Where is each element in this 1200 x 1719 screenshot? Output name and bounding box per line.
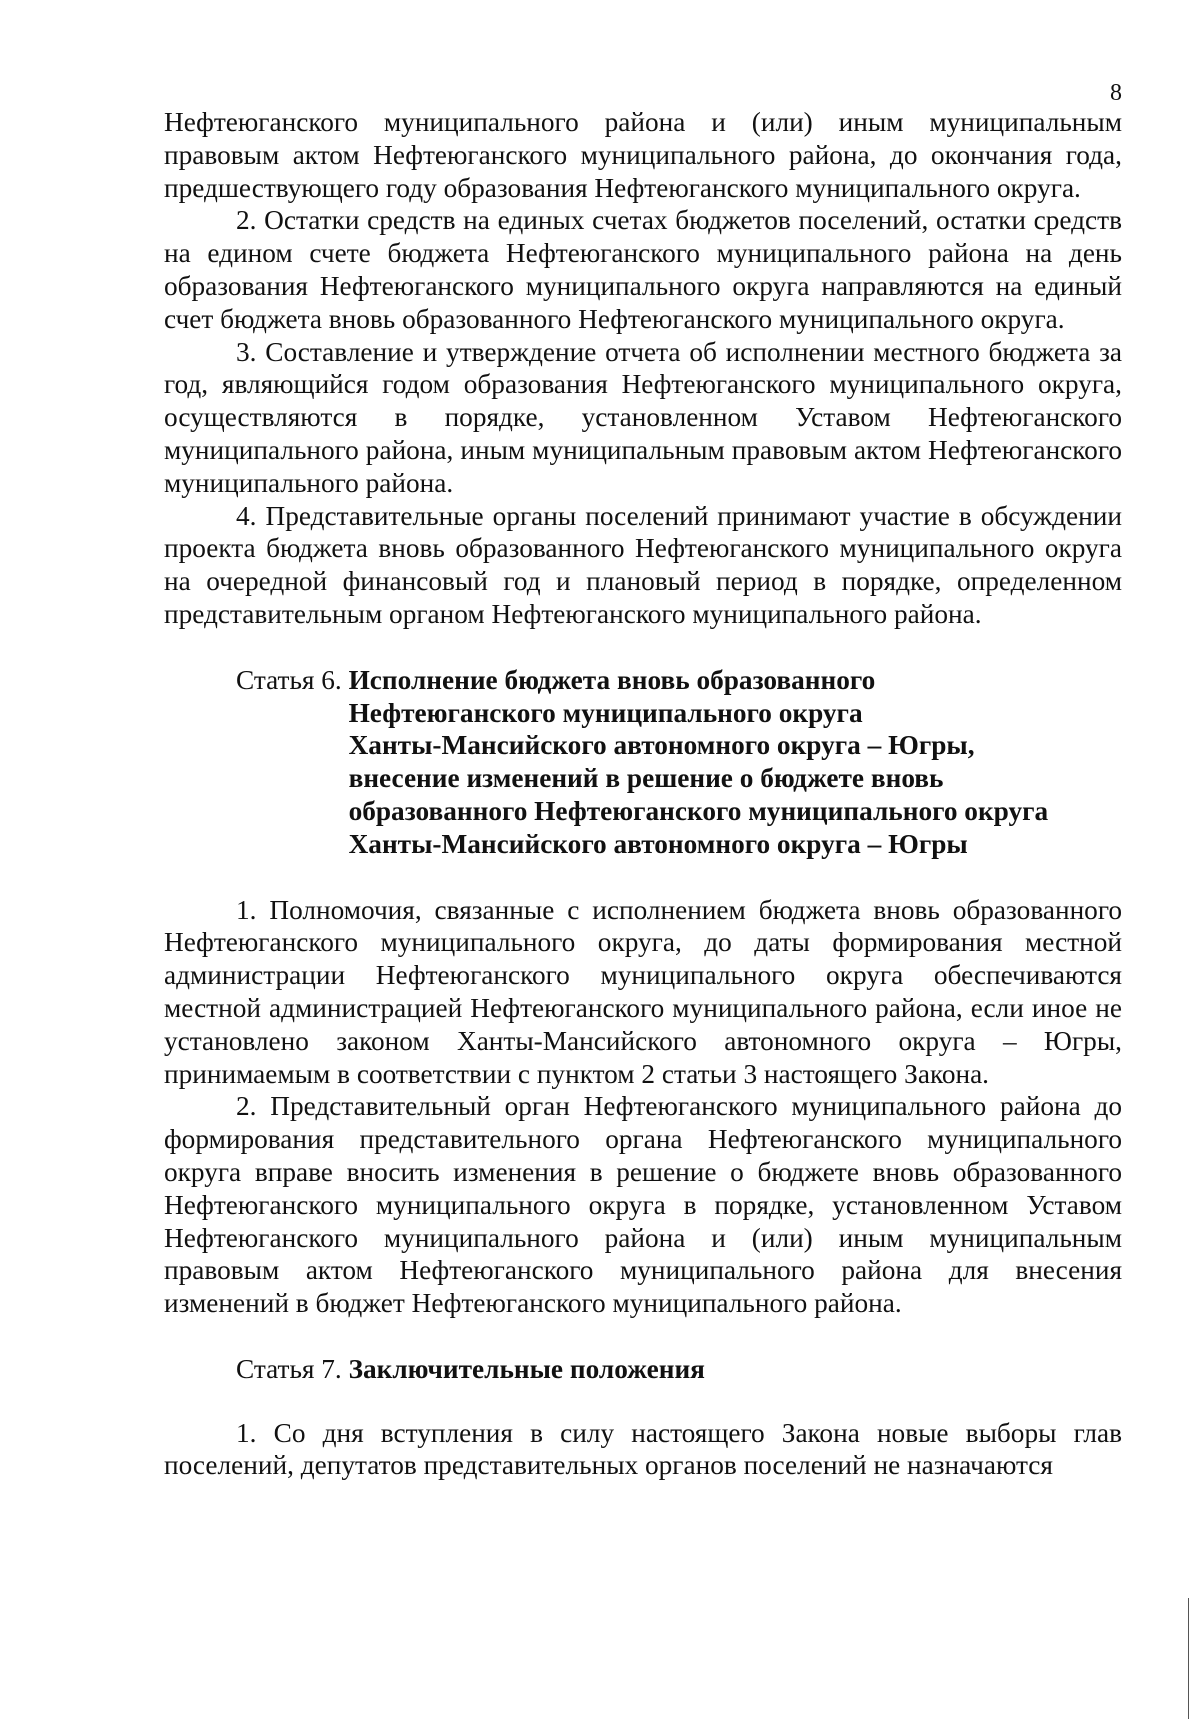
scan-edge-mark [1188,1598,1189,1719]
article7-item-1: 1. Со дня вступления в силу настоящего Закона новые выборы глав поселений, депутатов представительных органов поселений не назначаются [164,1417,1122,1481]
paragraph-continuation: Нефтеюганского муниципального района и (или) иным муниципальным правовым актом Нефтеюганского муниципального района, до окончания года, предшествующего году образования Нефтеюганского муниципального округа. [164,107,1122,203]
article6-item-1: 1. Полномочия, связанные с исполнением бюджета вновь образованного Нефтеюганского муниципального округа, до даты формирования местной администрации Нефтеюганского муниципального округа обеспечиваются местной администрацией Нефтеюганского муниципального района, если иное не установлено законом Ханты-Мансийского автономного округа – Югры, принимаемым в соответствии с пунктом 2 статьи 3 настоящего Закона. [164,894,1122,1089]
article5-item-4: 4. Представительные органы поселений принимают участие в обсуждении проекта бюджета вновь образованного Нефтеюганского муниципального округа на очередной финансовый год и плановый период в порядке, определенном представительным органом Нефтеюганского муниципального района. [164,500,1122,629]
article6-heading [164,664,1122,861]
article7-title: Заключительные положения [348,1353,705,1384]
article6-label: Статья 6. [236,664,349,695]
page-number: 8 [1110,80,1122,106]
article5-item-3: 3. Составление и утверждение отчета об исполнении местного бюджета за год, являющийся годом образования Нефтеюганского муниципального округа, осуществляются в порядке, установленном Уставом Нефтеюганского муниципального района, иным муниципальным правовым актом Нефтеюганского муниципального района. [164,336,1122,498]
article7-heading [164,1353,1122,1386]
article5-item-2: 2. Остатки средств на единых счетах бюджетов поселений, остатки средств на едином счете бюджета Нефтеюганского муниципального района на день образования Нефтеюганского муниципального округа направляются на единый счет бюджета вновь образованного Нефтеюганского муниципального округа. [164,205,1122,334]
article6-item-2: 2. Представительный орган Нефтеюганского муниципального района до формирования представительного органа Нефтеюганского муниципального округа вправе вносить изменения в решение о бюджете вновь образованного Нефтеюганского муниципального округа в порядке, установленном Уставом Нефтеюганского муниципального района и (или) иным муниципальным правовым актом Нефтеюганского муниципального района для внесения изменений в бюджет Нефтеюганского муниципального района. [164,1091,1122,1319]
document-body [164,106,1122,1482]
article7-label: Статья 7. [236,1353,349,1384]
article6-title: Исполнение бюджета вновь образованного Нефтеюганского муниципального округа Ханты-Мансийского автономного округа – Югры, внесение изменений в решение о бюджете вновь образованного Нефтеюганского муниципального округа Ханты-Мансийского автономного округа – Югры [348,664,1049,859]
